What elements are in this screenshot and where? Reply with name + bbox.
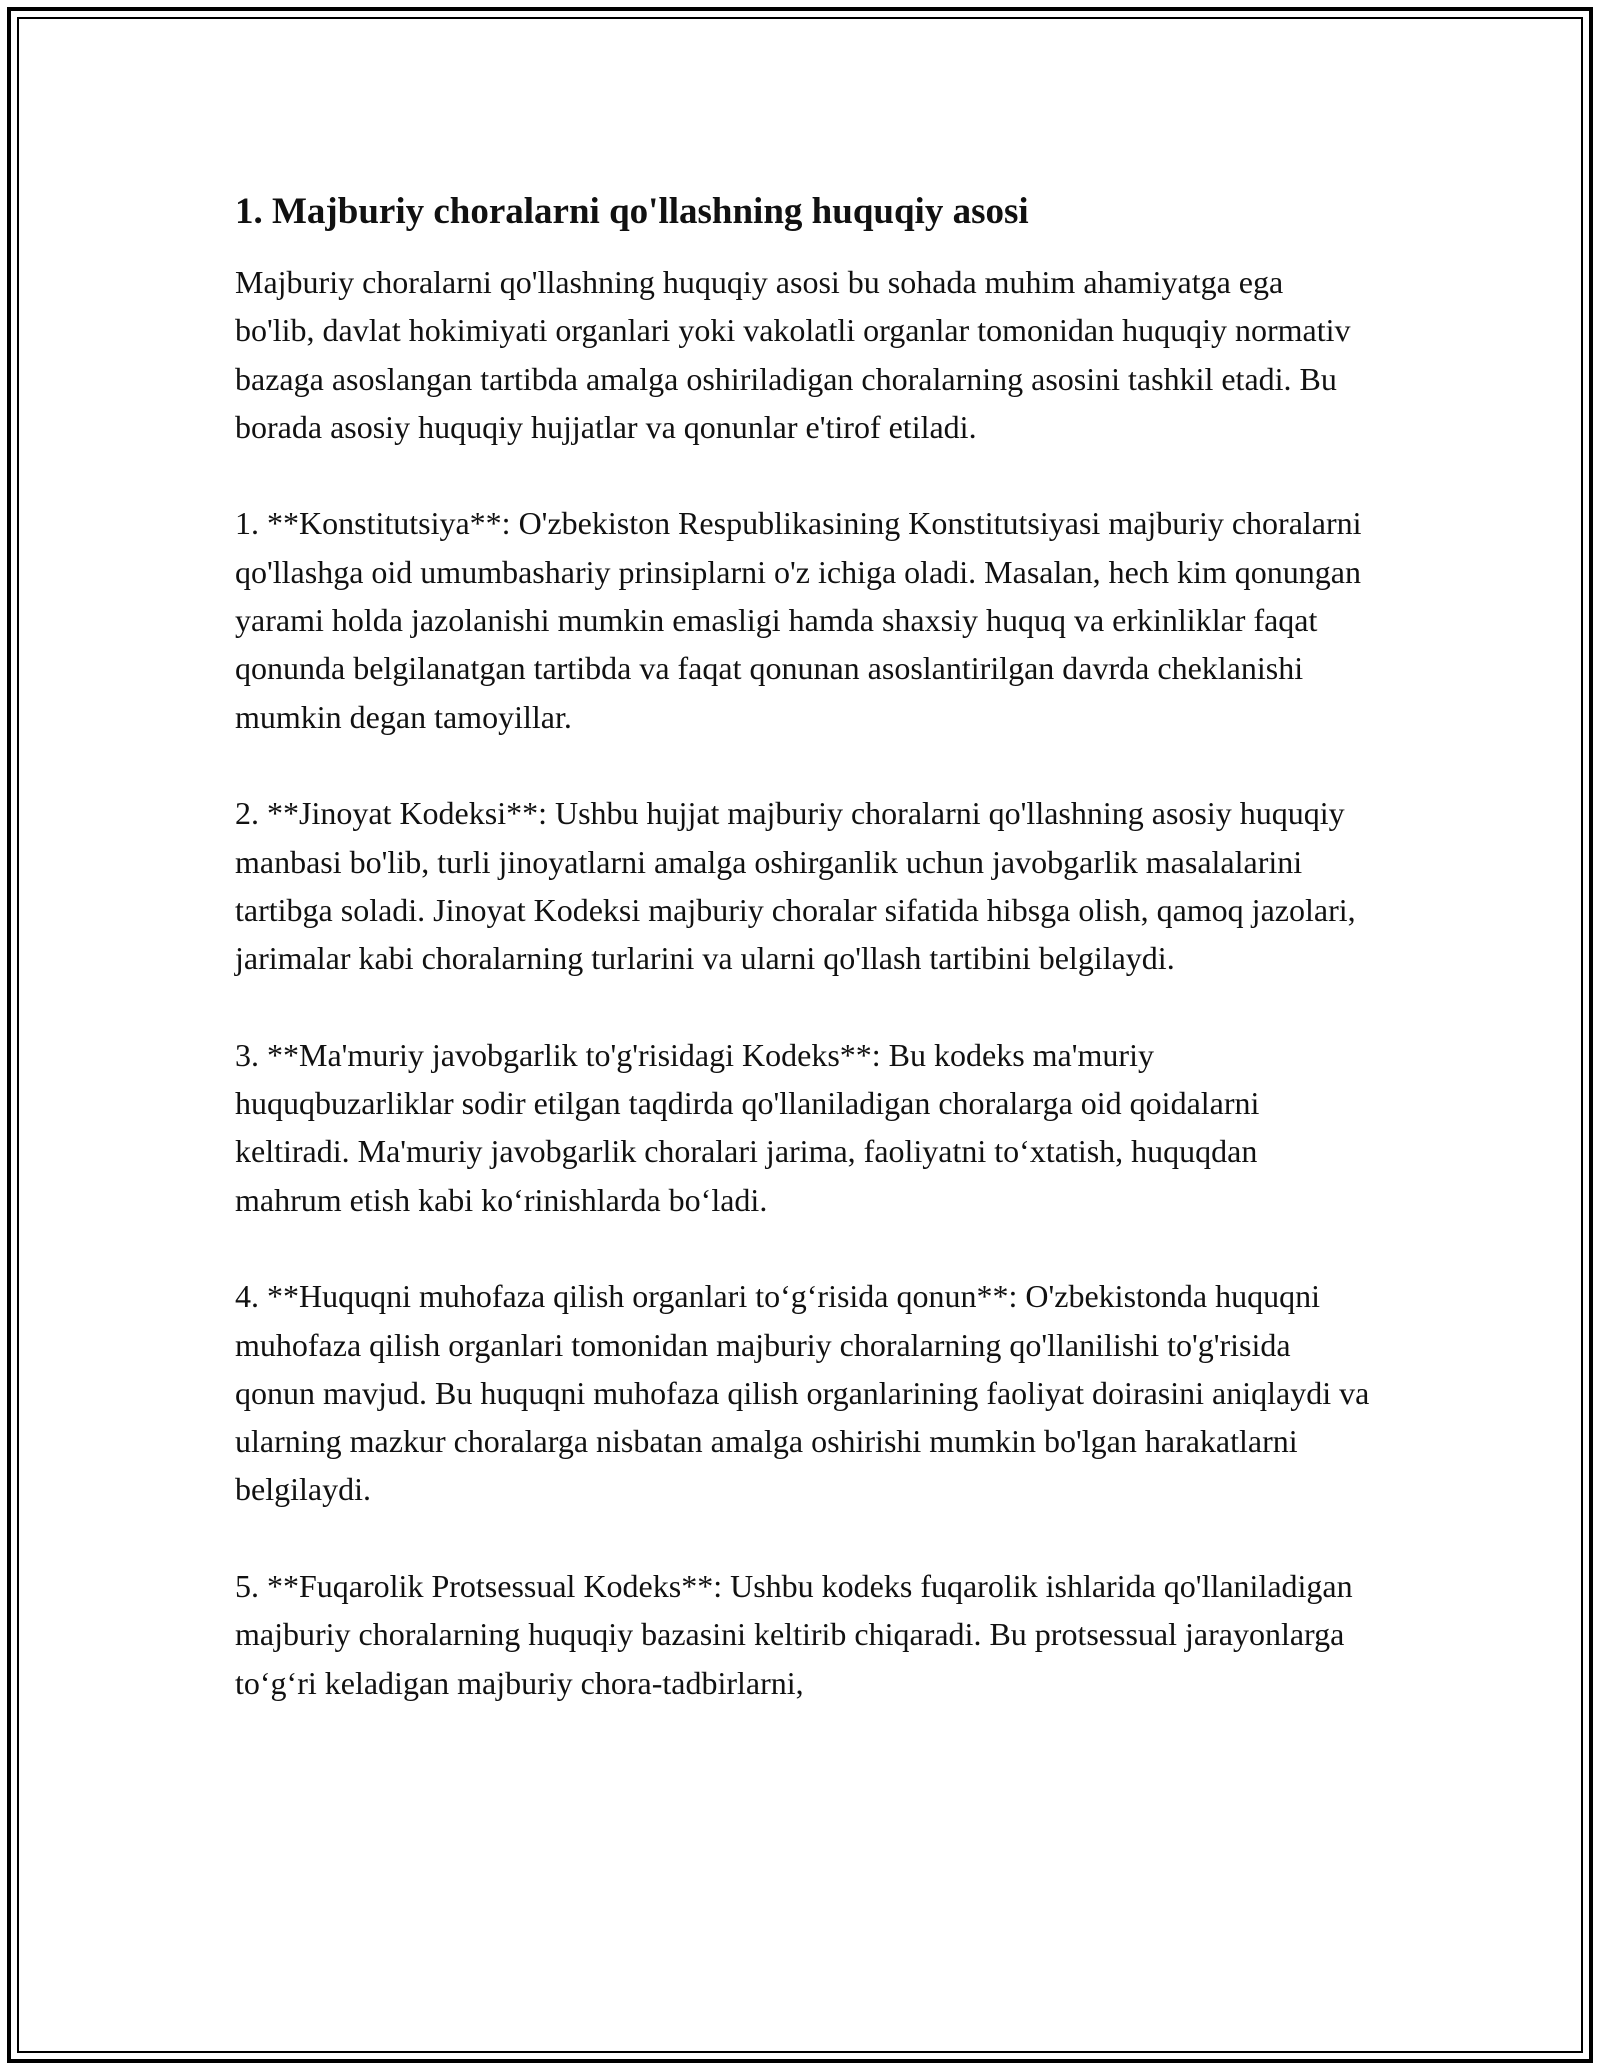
list-item-fuqarolik-kodeks: 5. **Fuqarolik Protsessual Kodeks**: Ushbu kodeks fuqarolik ishlarida qo'llaniladigan majburiy choralarning huquqiy bazasini keltirib chiqaradi. Bu protsessual jarayonlarga to‘g‘ri keladigan majburiy chora-tadbirlarni, — [235, 1568, 1353, 1701]
document-body — [235, 188, 1370, 1707]
list-item-huquqni-muhofaza-qonun: 4. **Huquqni muhofaza qilish organlari to‘g‘risida qonun**: O'zbekistonda huquqni muhofaza qilish organlari tomonidan majburiy choralarning qo'llanilishi to'g'risida qonun mavjud. Bu huquqni muhofaza qilish organlarining faoliyat doirasini aniqlaydi va ularning mazkur choralarga nisbatan amalga oshirishi mumkin bo'lgan harakatlarni belgilaydi. — [235, 1278, 1370, 1508]
list-item-mamuriy-kodeks: 3. **Ma'muriy javobgarlik to'g'risidagi Kodeks**: Bu kodeks ma'muriy huquqbuzarliklar sodir etilgan taqdirda qo'llaniladigan choralarga oid qoidalarni keltiradi. Ma'muriy javobgarlik choralari jarima, faoliyatni to‘xtatish, huquqdan mahrum etish kabi ko‘rinishlarda bo‘ladi. — [235, 1036, 1260, 1218]
list-item-konstitutsiya: 1. **Konstitutsiya**: O'zbekiston Respublikasining Konstitutsiyasi majburiy choralarni qo'llashga oid umumbashariy prinsiplarni o'z ichiga oladi. Masalan, hech kim qonungan yarami holda jazolanishi mumkin emasligi hamda shaxsiy huquq va erkinliklar faqat qonunda belgilanatgan tartibda va faqat qonunan asoslantirilgan davrda cheklanishi mumkin degan tamoyillar. — [235, 505, 1362, 735]
list-item-jinoyat-kodeksi: 2. **Jinoyat Kodeksi**: Ushbu hujjat majburiy choralarni qo'llashning asosiy huquqiy manbasi bo'lib, turli jinoyatlarni amalga oshirganlik uchun javobgarlik masalalarini tartibga soladi. Jinoyat Kodeksi majburiy choralar sifatida hibsga olish, qamoq jazolari, jarimalar kabi choralarning turlarini va ularni qo'llash tartibini belgilaydi. — [235, 795, 1356, 977]
section-heading: 1. Majburiy choralarni qo'llashning huquqiy asosi — [235, 191, 1029, 232]
intro-paragraph: Majburiy choralarni qo'llashning huquqiy asosi bu sohada muhim ahamiyatga ega bo'lib, davlat hokimiyati organlari yoki vakolatli organlar tomonidan huquqiy normativ bazaga asoslangan tartibda amalga oshiriladigan choralarning asosini tashkil etadi. Bu borada asosiy huquqiy hujjatlar va qonunlar e'tirof etiladi. — [235, 264, 1351, 445]
